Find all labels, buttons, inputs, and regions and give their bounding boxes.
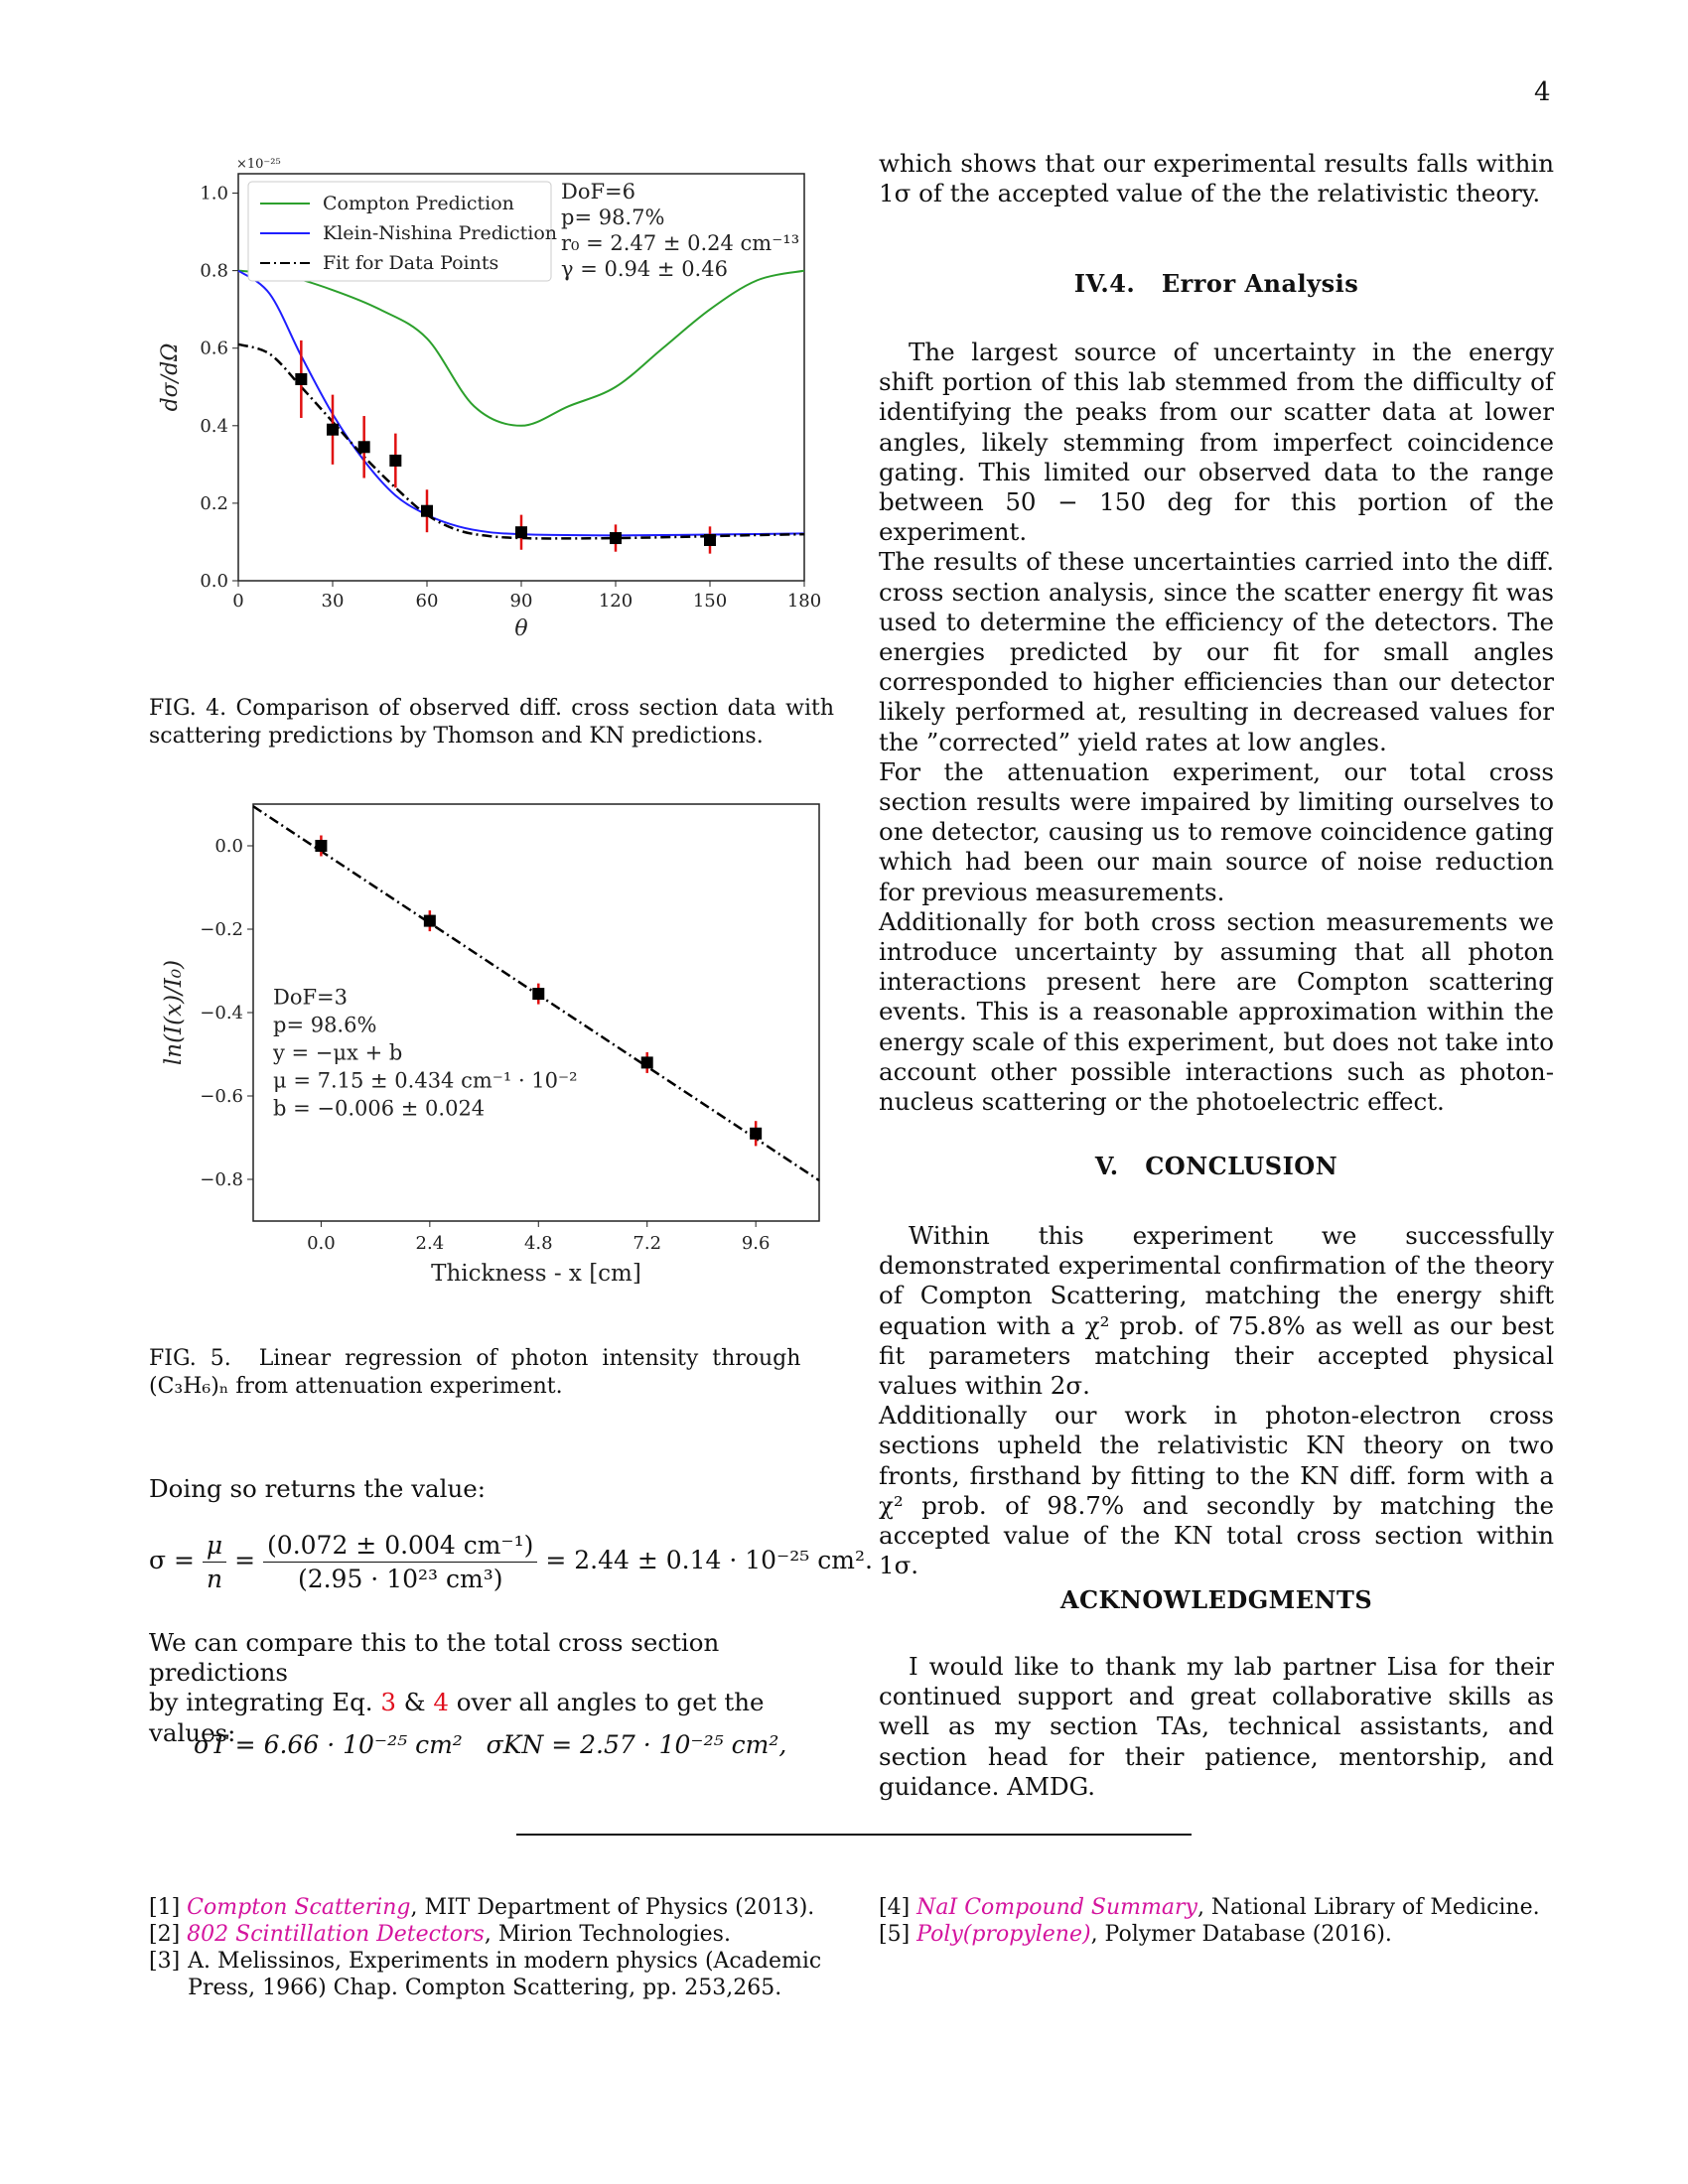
fig5-data-point xyxy=(424,915,436,927)
fig4-annotation-line: p= 98.7% xyxy=(561,205,665,229)
fig4-x-tick-label: 90 xyxy=(509,591,533,612)
fig5-x-tick-label: 4.8 xyxy=(523,1233,553,1254)
error-p3: For the attenuation experiment, our total cross section results were impaired by limiting ourselves to one detector, causing us to remove coincidence gating which had been our main source of noise reduction for previous measurements. xyxy=(879,756,1554,906)
fig4-y-axis-label: dσ/dΩ xyxy=(158,342,183,412)
fig5-y-tick-label: −0.8 xyxy=(200,1169,243,1190)
reference-3 xyxy=(149,1948,834,2001)
error-p1: The largest source of uncertainty in the energy shift portion of this lab stemmed from the difficulty of identifying the peaks from our scatter data at lower angles, likely stemming from imperfect coincidence gating. This limited our observed data to the range between 50 − 150 deg for this portion of the experiment. xyxy=(879,338,1554,547)
fig5-y-tick-label: 0.0 xyxy=(214,836,243,857)
fig4-x-tick-label: 0 xyxy=(232,591,244,612)
eq-equals: = xyxy=(234,1546,256,1574)
eq-n: n xyxy=(206,1565,223,1593)
equation-total-cross-sections: σT = 6.66 · 10⁻²⁵ cm² σKN = 2.57 · 10⁻²⁵ cm², xyxy=(194,1730,787,1759)
ref-2-num: [2] xyxy=(149,1922,181,1947)
equation-sigma xyxy=(149,1531,873,1593)
left-paragraph-1: Doing so returns the value: xyxy=(149,1474,487,1503)
section-heading-error-analysis: IV.4. Error Analysis xyxy=(1073,269,1359,298)
equation-link-3[interactable]: 3 xyxy=(380,1688,396,1717)
fig4-y-multiplier: ×10⁻²⁵ xyxy=(236,157,281,172)
ref-2-link[interactable]: 802 Scintillation Detectors xyxy=(187,1922,485,1947)
ref-5-link[interactable]: Poly(propylene) xyxy=(916,1922,1091,1947)
fig4-y-tick-label: 1.0 xyxy=(200,183,228,205)
error-p2: The results of these uncertainties carried into the diff. cross section analysis, since the scatter energy fit was used to determine the efficiency of the detectors. The energies predicted by our fit for small angles corresponded to higher efficiencies than our detector likely performed at, resulting in decreased values for the ”corrected” yield rates at low angles. xyxy=(879,547,1554,756)
right-paragraph-error-analysis xyxy=(879,338,1554,1117)
page-number: 4 xyxy=(1534,77,1551,107)
fig5-annotation-line: b = −0.006 ± 0.024 xyxy=(273,1096,486,1121)
ref-2-rest: , Mirion Technologies. xyxy=(484,1922,731,1947)
fig4-data-point xyxy=(389,455,401,467)
references-divider xyxy=(516,1834,1192,1836)
fig4-data-point xyxy=(327,424,339,436)
fig4-legend-label: Fit for Data Points xyxy=(323,252,499,274)
fig5-y-tick-label: −0.6 xyxy=(200,1086,243,1107)
fig4-x-tick-label: 60 xyxy=(415,591,439,612)
left-p2-tail: over all angles to get the values: xyxy=(149,1688,765,1747)
fig5-data-point xyxy=(315,840,327,852)
ref-1-rest: , MIT Department of Physics (2013). xyxy=(410,1895,815,1920)
fig4-data-point xyxy=(704,534,716,546)
fig4-x-tick-label: 120 xyxy=(598,591,633,612)
section-heading-conclusion: V. CONCLUSION xyxy=(1094,1152,1338,1180)
eq-lhs: σ = xyxy=(149,1546,195,1574)
ampersand: & xyxy=(403,1688,426,1717)
ref-1-link[interactable]: Compton Scattering xyxy=(187,1895,411,1920)
fig5-data-point xyxy=(750,1128,762,1140)
fig5-x-axis-label: Thickness - x [cm] xyxy=(431,1261,641,1287)
fig4-y-tick-label: 0.8 xyxy=(200,260,228,282)
fig4-y-tick-label: 0.4 xyxy=(200,415,228,437)
fig5-annotation-line: μ = 7.15 ± 0.434 cm⁻¹ · 10⁻² xyxy=(273,1068,578,1093)
eq-frac-values xyxy=(263,1531,537,1593)
fig5-y-axis-label: ln(I(x)/I₀) xyxy=(161,959,187,1066)
equation-link-4[interactable]: 4 xyxy=(433,1688,449,1717)
fig4-data-point xyxy=(515,526,527,538)
reference-4 xyxy=(879,1894,1574,1921)
ref-4-link[interactable]: NaI Compound Summary xyxy=(916,1895,1197,1920)
fig5-x-tick-label: 2.4 xyxy=(415,1233,445,1254)
fig4-series-line-0 xyxy=(238,271,804,426)
reference-1 xyxy=(149,1894,844,1921)
ref-4-num: [4] xyxy=(879,1895,911,1920)
fig4-y-tick-label: 0.2 xyxy=(200,492,228,514)
figure-5-caption xyxy=(149,1345,834,1401)
ref-5-num: [5] xyxy=(879,1922,911,1947)
fig4-data-point xyxy=(358,441,370,453)
fig5-annotation-line: DoF=3 xyxy=(273,985,349,1010)
fig4-annotation-line: r₀ = 2.47 ± 0.24 cm⁻¹³ xyxy=(561,231,800,255)
eq-mu: μ xyxy=(203,1531,226,1563)
left-p2-line-1: We can compare this to the total cross section predictions xyxy=(149,1628,720,1688)
eq-numerator: (0.072 ± 0.004 cm⁻¹) xyxy=(263,1531,537,1563)
ref-1-num: [1] xyxy=(149,1895,181,1920)
figure-4-caption: FIG. 4. Comparison of observed diff. cross section data with scattering predictions by Thomson and KN predictions. xyxy=(149,696,834,749)
fig5-x-tick-label: 9.6 xyxy=(741,1233,771,1254)
fig4-legend-label: Compton Prediction xyxy=(323,193,514,214)
fig5-x-tick-label: 0.0 xyxy=(307,1233,336,1254)
fig4-data-point xyxy=(610,532,622,544)
fig4-legend xyxy=(248,182,557,281)
fig4-x-tick-label: 30 xyxy=(321,591,345,612)
eq-frac-mu-n xyxy=(203,1531,226,1593)
acknowledgments-p1: I would like to thank my lab partner Lisa for their continued support and great collaborative skills as well as my section TAs, technical assistants, and section head for their patience, mentorship, and guidance. AMDG. xyxy=(879,1652,1554,1801)
fig4-y-tick-label: 0.0 xyxy=(200,571,228,592)
fig4-y-tick-label: 0.6 xyxy=(200,338,228,359)
error-p4: Additionally for both cross section measurements we introduce uncertainty by assuming that all photon interactions present here are Compton scattering events. This is a reasonable approximation within the energy scale of this experiment, but does not take into account other possible interactions such as photon-nucleus scattering or the photoelectric effect. xyxy=(879,906,1554,1117)
fig4-data-point xyxy=(421,505,433,517)
left-p2-text: by integrating Eq. xyxy=(149,1688,373,1717)
fig4-x-tick-label: 150 xyxy=(692,591,728,612)
fig4-x-axis-label: θ xyxy=(514,616,528,641)
figure-5-caption-line-2: (C₃H₆)ₙ from attenuation experiment. xyxy=(149,1374,563,1399)
figure-5-caption-line-1: FIG. 5. Linear regression of photon intensity through xyxy=(149,1346,801,1371)
fig4-x-tick-label: 180 xyxy=(786,591,822,612)
ref-3-num: [3] xyxy=(149,1949,181,1974)
fig5-y-tick-label: −0.4 xyxy=(200,1003,243,1024)
fig5-x-tick-label: 7.2 xyxy=(633,1233,662,1254)
ref-4-rest: , National Library of Medicine. xyxy=(1196,1895,1540,1920)
fig5-annotation-line: p= 98.6% xyxy=(273,1013,377,1037)
fig4-series-line-1 xyxy=(238,271,804,536)
fig5-y-tick-label: −0.2 xyxy=(200,919,243,940)
fig4-annotation-line: γ = 0.94 ± 0.46 xyxy=(561,257,728,281)
fig5-data-point xyxy=(532,988,544,1000)
fig4-data-point xyxy=(295,373,307,385)
right-paragraph-conclusion xyxy=(879,1221,1554,1580)
conclusion-p1: Within this experiment we successfully demonstrated experimental confirmation of the theory of Compton Scattering, matching the energy shift equation with a χ² prob. of 75.8% as well as our best fit parameters matching their accepted physical values within 2σ. xyxy=(879,1221,1554,1401)
figure-4-chart xyxy=(139,149,834,655)
fig5-annotation-line: y = −μx + b xyxy=(273,1040,403,1065)
ref-5-rest: , Polymer Database (2016). xyxy=(1090,1922,1392,1947)
section-heading-acknowledgments: ACKNOWLEDGMENTS xyxy=(1059,1585,1373,1614)
fig4-annotation-line: DoF=6 xyxy=(561,180,636,204)
fig4-series-line-2 xyxy=(238,344,804,539)
fig4-legend-label: Klein-Nishina Prediction xyxy=(323,222,557,244)
eq-rhs: = 2.44 ± 0.14 · 10⁻²⁵ cm². xyxy=(545,1546,873,1574)
conclusion-p2: Additionally our work in photon-electron cross sections upheld the relativistic KN theory on two fronts, firsthand by fitting to the KN diff. form with a χ² prob. of 98.7% and secondly by matching the accepted value of the KN total cross section within 1σ. xyxy=(879,1401,1554,1580)
fig5-data-point xyxy=(641,1056,653,1068)
reference-2 xyxy=(149,1921,844,1948)
acknowledgments-text xyxy=(879,1652,1554,1802)
right-paragraph-0: which shows that our experimental results falls within 1σ of the accepted value of the the relativistic theory. xyxy=(879,149,1554,208)
ref-3-rest: A. Melissinos, Experiments in modern physics (Academic Press, 1966) Chap. Compton Scattering, pp. 253,265. xyxy=(188,1949,822,2000)
figure-5-chart xyxy=(139,794,834,1310)
eq-denominator: (2.95 · 10²³ cm³) xyxy=(297,1565,503,1593)
reference-5 xyxy=(879,1921,1574,1948)
